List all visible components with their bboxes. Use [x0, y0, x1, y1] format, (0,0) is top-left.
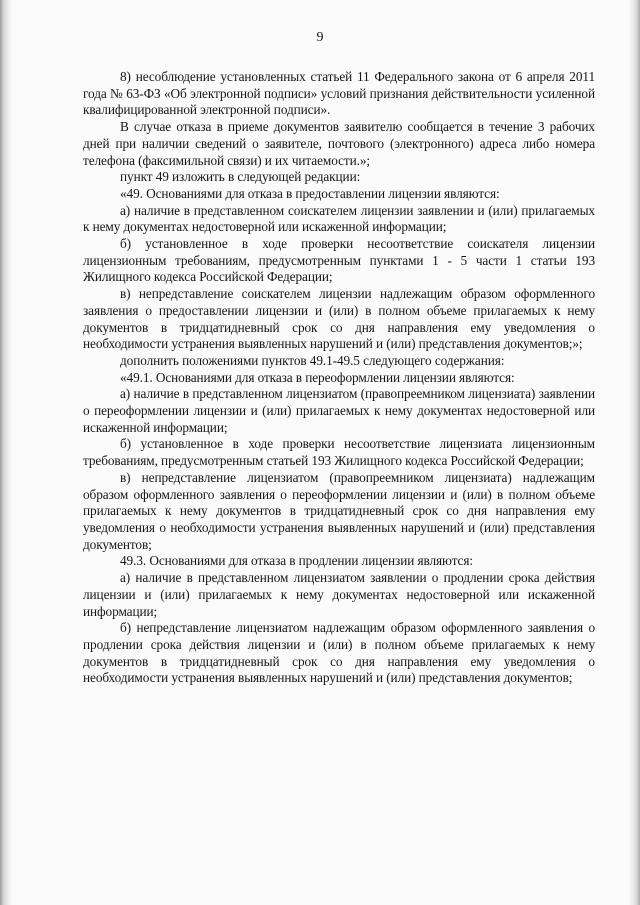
paragraph-add-49-1-49-5: дополнить положениями пунктов 49.1-49.5 следующего содержания:	[120, 352, 505, 368]
paragraph-49-heading: «49. Основаниями для отказа в предоставлении лицензии являются:	[120, 185, 500, 201]
paragraph-49-3-a: а) наличие в представленном лицензиатом заявлении о продлении срока действия лицензии и (или) прилагаемых к нему документах недостоверной или искаженной информации;	[83, 570, 595, 619]
paragraph-49-3-heading: 49.3. Основаниями для отказа в продлении лицензии являются:	[120, 553, 473, 569]
paragraph-amend-49: пункт 49 изложить в следующей редакции:	[120, 169, 361, 185]
paragraph-49-1-b: б) установленное в ходе проверки несоответствие лицензиата лицензионным требованиям, предусмотренным статьей 193 Жилищного кодекса Российской Федерации;	[83, 436, 595, 469]
paragraph-49-1-heading: «49.1. Основаниями для отказа в переоформлении лицензии являются:	[120, 369, 515, 385]
paragraph-49-b: б) установленное в ходе проверки несоответствие соискателя лицензии лицензионным требованиям, предусмотренным пунктами 1 - 5 части 1 статьи 193 Жилищного кодекса Российской Федерации;	[83, 236, 595, 285]
paragraph-49-3-b: б) непредставление лицензиатом надлежащим образом оформленного заявления о продлении срока действия лицензии и (или) в полном объеме прилагаемых к нему документов в тридцатидневный срок со дня направления ему уведомления о необходимости устранения выявленных нарушений и (или) представления документов;	[83, 620, 595, 686]
page-number: 9	[316, 30, 324, 45]
paragraph-item-8: 8) несоблюдение установленных статьей 11 Федерального закона от 6 апреля 2011 года № 63-ФЗ «Об электронной подписи» условий признания действительности усиленной квалифицированной электронной подписи».	[83, 69, 595, 118]
paragraph-49-v: в) непредставление соискателем лицензии надлежащим образом оформленного заявления о предоставлении лицензии и (или) в полном объеме прилагаемых к нему документов в тридцатидневный срок со дня направления ему уведомления о необходимости устранения выявленных нарушений и (или) представления документов;»;	[83, 286, 595, 352]
paragraph-49-a: а) наличие в представленном соискателем лицензии заявлении и (или) прилагаемых к нему документах недостоверной или искаженной информации;	[83, 202, 595, 235]
paragraph-refusal-notice: В случае отказа в приеме документов заявителю сообщается в течение 3 рабочих дней при наличии сведений о заявителе, почтового (электронного) адреса либо номера телефона (факсимильной связи) и их читаемости.»;	[83, 119, 595, 168]
document-text	[83, 69, 595, 687]
paragraph-49-1-v: в) непредставление лицензиатом (правопреемником лицензиата) надлежащим образом оформленного заявления о переоформлении лицензии и (или) в полном объеме прилагаемых к нему документов в тридцатидневный срок со дня направления ему уведомления о необходимости устранения выявленных нарушений и (или) представления документов;	[83, 469, 595, 552]
page-left-edge	[0, 0, 12, 905]
page-right-edge	[628, 0, 640, 905]
paragraph-49-1-a: а) наличие в представленном лицензиатом (правопреемником лицензиата) заявлении о переоформлении лицензии и (или) прилагаемых к нему документах недостоверной или искаженной информации;	[83, 386, 595, 435]
